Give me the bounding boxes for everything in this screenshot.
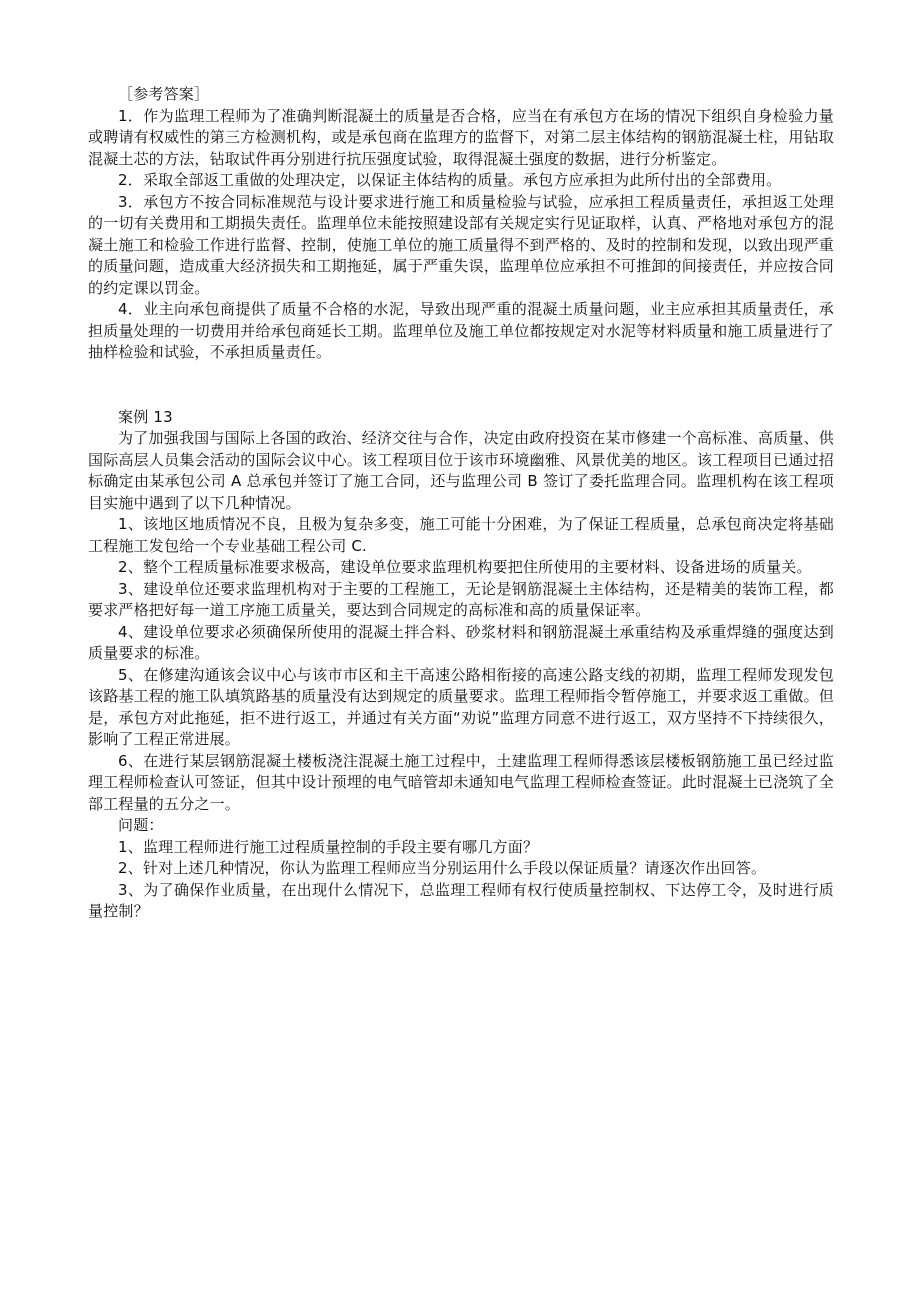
- answer-heading: ［参考答案］: [118, 85, 210, 103]
- case-item-1: 1、该地区地质情况不良，且极为复杂多变，施工可能十分困难，为了保证工程质量，总承包商决定将基础工程施工发包给一个专业基础工程公司 C.: [88, 515, 834, 555]
- question-3: 3、为了确保作业质量，在出现什么情况下，总监理工程师有权行使质量控制权、下达停工令，及时进行质量控制？: [88, 880, 834, 920]
- case-intro: 为了加强我国与国际上各国的政治、经济交往与合作，决定由政府投资在某市修建一个高标准、高质量、供国际高层人员集会活动的国际会议中心。该工程项目位于该市环境幽雅、风景优美的地区。该工程项目已通过招标确定由某承包公司 A 总承包并签订了施工合同，还与监理公司 B 签订了委托监理合同。监理机构在该工程项目实施中遇到了以下几种情况。: [88, 429, 834, 512]
- case-item-3: 3、建设单位还要求监理机构对于主要的工程施工，无论是钢筋混凝土主体结构，还是精美的装饰工程，都要求严格把好每一道工序施工质量关，要达到合同规定的高标准和高的质量保证率。: [88, 579, 834, 619]
- answer-paragraph-2: 2．采取全部返工重做的处理决定，以保证主体结构的质量。承包方应承担为此所付出的全部费用。: [118, 171, 782, 189]
- case-item-4: 4、建设单位要求必须确保所使用的混凝土拌合料、砂浆材料和钢筋混凝土承重结构及承重焊缝的强度达到质量要求的标准。: [88, 622, 834, 662]
- questions-label: 问题：: [118, 816, 164, 834]
- question-2: 2、针对上述几种情况，你认为监理工程师应当分别运用什么手段以保证质量？请逐次作出回答。: [118, 859, 767, 877]
- document-page: [88, 84, 834, 923]
- answer-paragraph-1: 1．作为监理工程师为了准确判断混凝土的质量是否合格，应当在有承包方在场的情况下组织自身检验力量或聘请有权威性的第三方检测机构，或是承包商在监理方的监督下，对第二层主体结构的钢筋混凝土柱，用钻取混凝土芯的方法，钻取试件再分别进行抗压强度试验，取得混凝土强度的数据，进行分析鉴定。: [88, 106, 834, 168]
- answer-paragraph-3: 3．承包方不按合同标准规范与设计要求进行施工和质量检验与试验，应承担工程质量责任，承担返工处理的一切有关费用和工期损失责任。监理单位未能按照建设部有关规定实行见证取样，认真、严格地对承包方的混凝土施工和检验工作进行监督、控制，使施工单位的施工质量得不到严格的、及时的控制和发现，以致出现严重的质量问题，造成重大经济损失和工期拖延，属于严重失误，监理单位应承担不可推卸的间接责任，并应按合同的约定课以罚金。: [88, 192, 834, 297]
- case-item-2: 2、整个工程质量标准要求极高，建设单位要求监理机构要把住所使用的主要材料、设备进场的质量关。: [118, 558, 812, 576]
- case-item-5: 5、在修建沟通该会议中心与该市市区和主干高速公路相衔接的高速公路支线的初期，监理工程师发现发包该路基工程的施工队填筑路基的质量没有达到规定的质量要求。监理工程师指令暂停施工，并要求返工重做。但是，承包方对此拖延，拒不进行返工，并通过有关方面“劝说”监理方同意不进行返工，双方坚持不下持续很久，影响了工程正常进展。: [88, 665, 834, 748]
- question-1: 1、监理工程师进行施工过程质量控制的手段主要有哪几方面？: [118, 837, 539, 856]
- section-spacer: [88, 364, 834, 407]
- answer-paragraph-4: 4．业主向承包商提供了质量不合格的水泥，导致出现严重的混凝土质量问题，业主应承担其质量责任，承担质量处理的一切费用并给承包商延长工期。监理单位及施工单位都按规定对水泥等材料质量和施工质量进行了抽样检验和试验，不承担质量责任。: [88, 300, 834, 361]
- case-title: 案例 13: [118, 407, 173, 426]
- case-item-6: 6、在进行某层钢筋混凝土楼板浇注混凝土施工过程中，土建监理工程师得悉该层楼板钢筋施工虽已经过监理工程师检查认可签证，但其中设计预埋的电气暗管却未通知电气监理工程师检查签证。此时混凝土已浇筑了全部工程量的五分之一。: [88, 751, 834, 813]
